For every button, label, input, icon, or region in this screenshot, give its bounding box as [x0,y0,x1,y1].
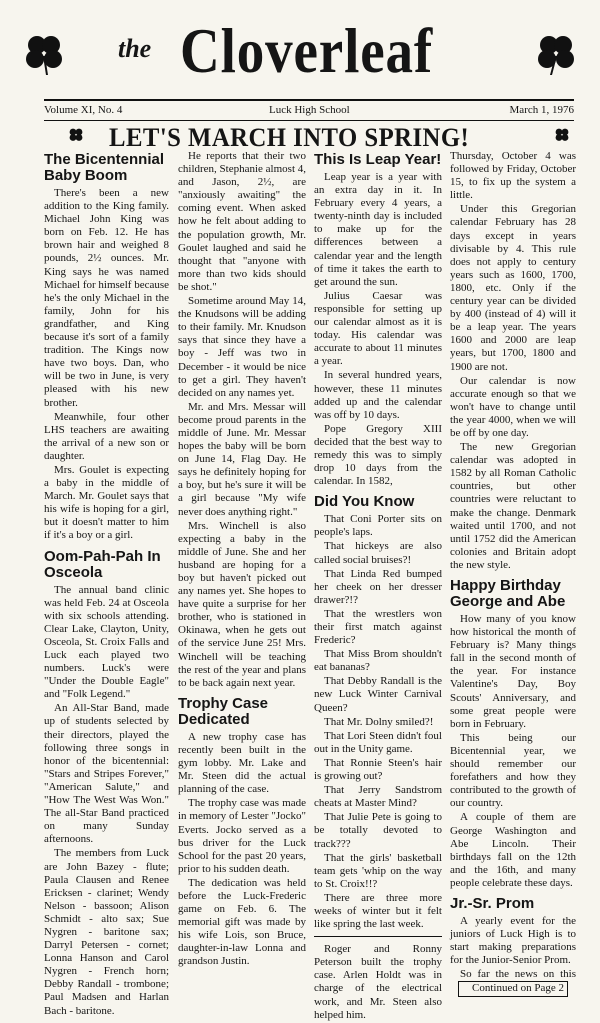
divider [44,99,574,101]
article-paragraph: This being our Bicentennial year, we should remember our forefathers and how they contributed to the growth of our country. [450,731,576,810]
article-heading: Did You Know [314,493,415,511]
article-heading: Oom-Pah-Pah In Osceola [44,547,161,581]
list-item: That Jerry Sandstrom cheats at Master Mind? [314,784,442,810]
article-paragraph: Pope Gregory XIII decided that the best way to remedy this was to simply drop 10 days from the calendar. In 1582, [314,422,442,488]
article-heading: Trophy Case Dedicated [178,694,269,728]
article-paragraph: He reports that their two children, Stephanie almost 4, and Jason, 2½, are "anxiously awaiting" the coming event. When asked how he felt about adding to the population growth, Mr. Goulet laughed and said he thought that "anyone with more than two kids should be shot." [178,150,306,293]
divider [44,120,574,121]
article-paragraph: Sometime around May 14, the Knudsons will be adding to their family. Mr. Knudson says that since they have a boy - Jeff was two in December - it would be nice to get a girl. They haven't decided on any names yet. [178,295,306,399]
article-paragraph: Mr. and Mrs. Messar will become proud parents in the middle of June. Mr. Messar hopes the baby will be born on June 14, Flag Day. He says he definitely hoping for a boy, but he's sure it will be a girl because "My wife never does anything right." [178,400,306,518]
article-paragraph: A yearly event for the juniors of Luck High is to start making preparations for the Junior-Senior Prom. [450,914,576,967]
article-paragraph: Julius Caesar was responsible for setting up our calendar almost as it is today. His calendar was accurate to about 11 minutes a year. [314,289,442,368]
article-heading: This Is Leap Year! [314,151,442,168]
column-1 [44,150,169,1019]
list-item: There are three more weeks of winter but it felt like spring the last week. [314,891,442,931]
clover-icon [554,127,570,143]
list-item: That Mr. Dolny smiled?! [324,715,434,728]
article-paragraph: Mrs. Winchell is also expecting a baby in the middle of June. She and her husband are hoping for a boy but haven't picked out any names yet. She hopes to have quite a surprise for her brother, who is stationed in Okinawa, when he gets out of the service June 25! Mrs. Winchell will be teaching the rest of the year and plans to be back again next year. [178,519,306,689]
article-paragraph: The dedication was held before the Luck-Frederic game on Feb. 6. The memorial gift was made by his wife Lois, son Bruce, daughter-in-law Lonna and grandson Justin. [178,876,306,968]
article-paragraph: In several hundred years, however, these 11 minutes added up and the calendar was off by 10 days. [314,369,442,421]
volume-number: Volume XI, No. 4 [44,104,123,116]
main-headline: LET'S MARCH INTO SPRING! [109,123,470,152]
article-paragraph: Under this Gregorian calendar February has 28 days except in years divisable by 4. This rule does not apply to century years such as 1600, 1700, 1800, etc. Only if the century year can be divided by 400 (instead of 4) will it be a leap year. The years 1600 and 2000 are leap years, but 1700, 1800 and 1900 are not. [450,203,576,373]
article-paragraph: The trophy case was made in memory of Lester "Jocko" Everts. Jocko served as a bus driver for the Luck School for the past 20 years, prior to his sudden death. [178,797,306,875]
article-paragraph: There's been a new addition to the King family. Michael John King was born on Feb. 12. He has brown hair and weighed 8 pounds, 2½ ounces. Mr. King says he was named Michael for himself because he's the only Michael in the family, John for his grandfather, and King because it's sort of a family tradition. The Kings now have two boys. Dan, who will be two in June, is very pleased with his new brother. [44,187,169,409]
article-heading: Jr.-Sr. Prom [450,894,535,912]
column-3 [314,150,442,1023]
list-item: That hickeys are also called social bruises?! [314,540,442,566]
clover-icon [534,32,578,76]
article-paragraph: Leap year is a year with an extra day in it. In February every 4 years, a twenty-ninth day is included to make up for the differences between a calendar year and the length of time it takes the earth to get around the sun. [314,171,442,288]
list-item: That Debby Randall is the new Luck Winter Carnival Queen? [314,675,442,714]
article-paragraph: An All-Star Band, made up of students selected by their directors, played the following three songs in honor of the bicentennial: "Stars and Stripes Forever," "American Salute," and "How The West Was Won." The all-Star Band practiced on many Sunday afternoons. [44,702,169,846]
list-item: That Linda Red bumped her cheek on her dresser drawer?!? [314,567,442,606]
article-paragraph: The members from Luck are John Bazey - flute; Paula Clausen and Renee Ericksen - clarinet; Wendy Nelson - bassoon; Alison Schmidt - alto sax; Sue Nygren - baritone sax; Darryl Petersen - cornet; Lonna Hanson and Carol Nygren - French horn; Debby Randall - trombone; Paul Madsen and Harlan Bach - baritone. [44,847,169,1017]
article-paragraph: Our calendar is now accurate enough so that we won't have to change until the year 4000, when we will be off by one day. [450,374,576,439]
article-paragraph: The annual band clinic was held Feb. 24 at Osceola with six schools attending. Clear Lake, Clayton, Unity, Osceola, St. Croix Falls and Luck each played two numbers. Luck's were "Under the Double Eagle" and "Folk Legend." [44,583,169,701]
newspaper-title: Cloverleaf [180,15,434,86]
article-paragraph: Meanwhile, four other LHS teachers are awaiting the arrival of a new son or daughter. [44,410,169,462]
list-item: That Miss Brom shouldn't eat bananas? [314,648,442,674]
title-prefix: the [118,34,152,63]
column-2 [178,150,306,970]
list-item: That Ronnie Steen's hair is growing out? [314,756,442,783]
list-item: That the wrestlers won their first match against Frederic? [314,607,442,647]
masthead [0,0,600,100]
school-name: Luck High School [269,104,350,116]
headline-row [44,123,574,152]
list-item: That Coni Porter sits on people's laps. [314,513,442,539]
column-4 [450,150,576,998]
article-paragraph: Thursday, October 4 was followed by Friday, October 15, to fix up the system a little. [450,150,576,202]
article-paragraph: Mrs. Goulet is expecting a baby in the middle of March. Mr. Goulet says that his wife is hoping for a girl, but it doesn't matter to him if it's a boy or a girl. [44,463,169,542]
clover-icon [22,32,66,76]
article-heading: The Bicentennial Baby Boom [44,151,165,184]
continued-link[interactable]: Continued on Page 2 [458,981,568,996]
issue-date: March 1, 1976 [509,104,574,116]
list-item: That the girls' basketball team gets 'whip on the way to St. Croix!!? [314,851,442,890]
list-item: That Julie Pete is going to be totally devoted to track??? [314,811,442,850]
article-text: So far the news on this [460,968,576,981]
clover-icon [68,127,84,143]
article-paragraph: A new trophy case has recently been built in the gym lobby. Mr. Lake and Mr. Steen did the actual planning of the case. [178,730,306,796]
article-heading: Happy Birthday George and Abe [450,577,566,610]
article-paragraph: Roger and Ronny Peterson built the trophy case. Arlen Holdt was in charge of the electrical work, and Mr. Steen also helped him. [314,936,442,1022]
article-paragraph: How many of you know how historical the month of February is? Many things fall in the second month of the year. For instance Valentine's Day, Boy Scouts' Anniversary, and some great people were born in February. [450,613,576,730]
article-paragraph: The new Gregorian calendar was adopted in 1582 by all Roman Catholic countries, but other countries were reluctant to make the change. Denmark waited until 1700, and not until 1752 did the American colonies and Britain adopt the new style. [450,441,576,571]
list-item: That Lori Steen didn't foul out in the Unity game. [314,729,442,755]
article-paragraph: A couple of them are George Washington and Abe Lincoln. Their birthdays fall on the 12th and the 16th, and many people celebrate these days. [450,811,576,889]
article-paragraph [450,968,576,996]
